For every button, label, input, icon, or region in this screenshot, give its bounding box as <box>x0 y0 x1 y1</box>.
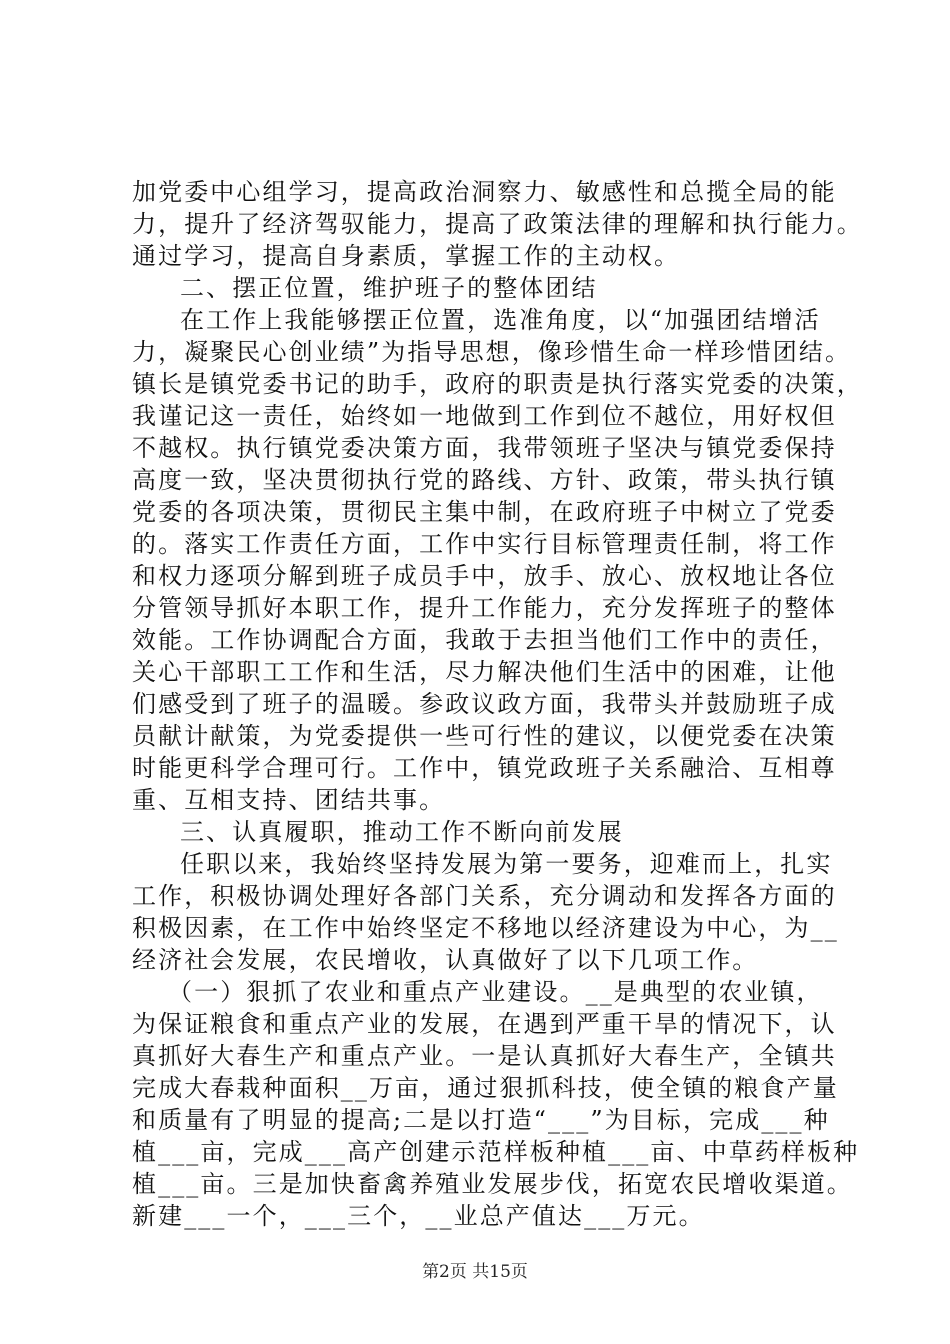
section-heading: 二、摆正位置，维护班子的整体团结 <box>180 274 598 302</box>
text-line: 为保证粮食和重点产业的发展，在遇到严重干旱的情况下，认 <box>132 1010 837 1038</box>
text-line: 和质量有了明显的提高;二是以打造“___”为目标，完成___种 <box>132 1106 830 1134</box>
text-line: 完成大春栽种面积__万亩，通过狠抓科技，使全镇的粮食产量 <box>132 1074 839 1102</box>
text-line: 经济社会发展，农民增收，认真做好了以下几项工作。 <box>132 946 759 974</box>
text-line: 真抓好大春生产和重点产业。一是认真抓好大春生产，全镇共 <box>132 1042 837 1070</box>
text-line: 新建___一个，___三个，__业总产值达___万元。 <box>132 1202 705 1230</box>
text-line: 植___亩。三是加快畜禽养殖业发展步伐，拓宽农民增收渠道。 <box>132 1170 853 1198</box>
text-line: 不越权。执行镇党委决策方面，我带领班子坚决与镇党委保持 <box>132 434 837 462</box>
text-line: 高度一致，坚决贯彻执行党的路线、方针、政策，带头执行镇 <box>132 466 837 494</box>
text-line: 镇长是镇党委书记的助手，政府的职责是执行落实党委的决策， <box>132 370 863 398</box>
text-line: 关心干部职工工作和生活，尽力解决他们生活中的困难，让他 <box>132 658 837 686</box>
text-line: 任职以来，我始终坚持发展为第一要务，迎难而上，扎实 <box>180 850 833 878</box>
subsection-line: （一）狠抓了农业和重点产业建设。__是典型的农业镇， <box>168 978 823 1006</box>
text-line: 时能更科学合理可行。工作中，镇党政班子关系融洽、互相尊 <box>132 754 837 782</box>
text-line: 的。落实工作责任方面，工作中实行目标管理责任制，将工作 <box>132 530 837 558</box>
text-line: 力，提升了经济驾驭能力，提高了政策法律的理解和执行能力。 <box>132 210 863 238</box>
text-line: 通过学习，提高自身素质，掌握工作的主动权。 <box>132 242 681 270</box>
text-line: 我谨记这一责任，始终如一地做到工作到位不越位，用好权但 <box>132 402 837 430</box>
section-heading: 三、认真履职，推动工作不断向前发展 <box>180 818 624 846</box>
text-line: 加党委中心组学习，提高政治洞察力、敏感性和总揽全局的能 <box>132 178 837 206</box>
text-line: 员献计献策，为党委提供一些可行性的建议，以便党委在决策 <box>132 722 837 750</box>
text-line: 植___亩，完成___高产创建示范样板种植___亩、中草药样板种 <box>132 1138 860 1166</box>
text-line: 重、互相支持、团结共事。 <box>132 786 446 814</box>
text-line: 党委的各项决策，贯彻民主集中制，在政府班子中树立了党委 <box>132 498 837 526</box>
text-line: 工作，积极协调处理好各部门关系，充分调动和发挥各方面的 <box>132 882 837 910</box>
text-line: 积极因素，在工作中始终坚定不移地以经济建设为中心，为__ <box>132 914 839 942</box>
text-line: 效能。工作协调配合方面，我敢于去担当他们工作中的责任， <box>132 626 837 654</box>
text-line: 们感受到了班子的温暖。参政议政方面，我带头并鼓励班子成 <box>132 690 837 718</box>
text-line: 分管领导抓好本职工作，提升工作能力，充分发挥班子的整体 <box>132 594 837 622</box>
text-line: 在工作上我能够摆正位置，选准角度，以“加强团结增活 <box>180 306 821 334</box>
text-line: 力，凝聚民心创业绩”为指导思想，像珍惜生命一样珍惜团结。 <box>132 338 852 366</box>
page-number-footer: 第2页 共15页 <box>422 1262 528 1282</box>
text-line: 和权力逐项分解到班子成员手中，放手、放心、放权地让各位 <box>132 562 837 590</box>
